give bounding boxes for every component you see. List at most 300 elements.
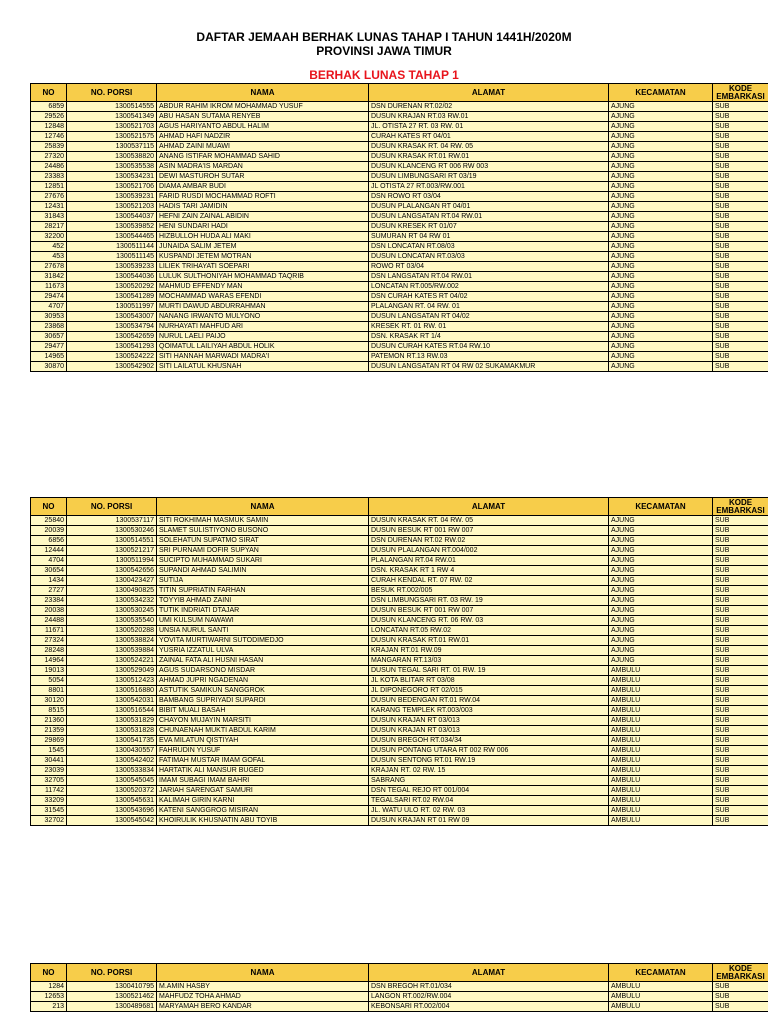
cell-kecamatan: AJUNG xyxy=(609,302,713,312)
cell-no-porsi: 1300544037 xyxy=(67,212,157,222)
cell-nama: HADIS TARI JAMIDIN xyxy=(157,202,369,212)
cell-nama: YUSRIA IZZATUL ULVA xyxy=(157,646,369,656)
table-row xyxy=(31,992,768,1002)
cell-no-porsi: 1300530246 xyxy=(67,526,157,536)
cell-kecamatan: AJUNG xyxy=(609,212,713,222)
cell-no-porsi: 1300542659 xyxy=(67,332,157,342)
cell-kode-embarkasi: SUB xyxy=(713,586,768,596)
cell-kode-embarkasi: SUB xyxy=(713,152,768,162)
cell-no: 14964 xyxy=(31,656,67,666)
cell-kecamatan: AJUNG xyxy=(609,142,713,152)
cell-kecamatan: AJUNG xyxy=(609,332,713,342)
header-col-no-porsi: NO. PORSI xyxy=(67,964,157,982)
table-row xyxy=(31,796,768,806)
table-row xyxy=(31,636,768,646)
cell-no-porsi: 1300537117 xyxy=(67,516,157,526)
cell-alamat: DUSUN KRAJAN RT 01 RW 09 xyxy=(369,816,609,826)
cell-nama: DEWI MASTUROH SUTAR xyxy=(157,172,369,182)
cell-nama: MAHMUD EFFENDY MAN xyxy=(157,282,369,292)
cell-no-porsi: 1300535540 xyxy=(67,616,157,626)
cell-nama: AGUS SUDARSONO MISDAR xyxy=(157,666,369,676)
jemaah-table xyxy=(30,83,768,372)
cell-kecamatan: AJUNG xyxy=(609,242,713,252)
header-col-nama: NAMA xyxy=(157,84,369,102)
cell-no: 23384 xyxy=(31,596,67,606)
cell-alamat: DUSUN LONCATAN RT.03/03 xyxy=(369,252,609,262)
cell-kecamatan: AJUNG xyxy=(609,516,713,526)
cell-no: 452 xyxy=(31,242,67,252)
table-row xyxy=(31,696,768,706)
cell-kecamatan: AJUNG xyxy=(609,312,713,322)
cell-no: 11671 xyxy=(31,626,67,636)
cell-no-porsi: 1300543696 xyxy=(67,806,157,816)
cell-kecamatan: AMBULU xyxy=(609,796,713,806)
cell-nama: DIAMA AMBAR BUDI xyxy=(157,182,369,192)
cell-kecamatan: AJUNG xyxy=(609,646,713,656)
cell-kecamatan: AMBULU xyxy=(609,716,713,726)
cell-nama: NURUL LAELI PAIJO xyxy=(157,332,369,342)
header-col-kode-embarkasi: KODE EMBARKASI xyxy=(713,964,768,982)
cell-no: 29869 xyxy=(31,736,67,746)
cell-no-porsi: 1300535538 xyxy=(67,162,157,172)
cell-alamat: DUSUN PONTANG UTARA RT 002 RW 006 xyxy=(369,746,609,756)
cell-no: 24486 xyxy=(31,162,67,172)
cell-nama: CHUNAENAH MUKTI ABDUL KARIM xyxy=(157,726,369,736)
cell-no-porsi: 1300530245 xyxy=(67,606,157,616)
cell-no-porsi: 1300511144 xyxy=(67,242,157,252)
table-row xyxy=(31,786,768,796)
cell-nama: KALIMAH GIRIN KARNI xyxy=(157,796,369,806)
cell-nama: SITI ROKHIMAH MASMUK SAMIN xyxy=(157,516,369,526)
cell-alamat: KRAJAN RT. 02 RW. 15 xyxy=(369,766,609,776)
cell-no-porsi: 1300520288 xyxy=(67,626,157,636)
cell-no: 23383 xyxy=(31,172,67,182)
cell-kecamatan: AJUNG xyxy=(609,586,713,596)
cell-no-porsi: 1300541349 xyxy=(67,112,157,122)
cell-kecamatan: AMBULU xyxy=(609,676,713,686)
cell-alamat: DUSUN BESUK RT 001 RW 007 xyxy=(369,606,609,616)
table-row xyxy=(31,172,768,182)
table-row xyxy=(31,112,768,122)
cell-no-porsi: 1300538824 xyxy=(67,636,157,646)
cell-alamat: DUSUN KRASAK RT.01 RW.01 xyxy=(369,636,609,646)
cell-no-porsi: 1300511145 xyxy=(67,252,157,262)
cell-kode-embarkasi: SUB xyxy=(713,676,768,686)
cell-kode-embarkasi: SUB xyxy=(713,756,768,766)
cell-kecamatan: AJUNG xyxy=(609,656,713,666)
cell-no: 1284 xyxy=(31,982,67,992)
cell-no-porsi: 1300534232 xyxy=(67,596,157,606)
cell-no: 453 xyxy=(31,252,67,262)
cell-nama: ANANG ISTIFAR MOHAMMAD SAHID xyxy=(157,152,369,162)
cell-alamat: KARANG TEMPLEK RT.003/003 xyxy=(369,706,609,716)
cell-no-porsi: 1300512423 xyxy=(67,676,157,686)
table-row xyxy=(31,706,768,716)
cell-kode-embarkasi: SUB xyxy=(713,516,768,526)
table-header-row xyxy=(31,964,768,982)
cell-nama: HIZBULLOH HUDA ALI MAKI xyxy=(157,232,369,242)
cell-kecamatan: AJUNG xyxy=(609,556,713,566)
cell-alamat: LONCATAN RT.05 RW.02 xyxy=(369,626,609,636)
table-row xyxy=(31,122,768,132)
cell-kode-embarkasi: SUB xyxy=(713,566,768,576)
cell-kecamatan: AJUNG xyxy=(609,322,713,332)
cell-kecamatan: AJUNG xyxy=(609,282,713,292)
cell-no-porsi: 1300514555 xyxy=(67,102,157,112)
cell-alamat: DSN LANGSATAN RT.04 RW.01 xyxy=(369,272,609,282)
cell-no-porsi: 1300521703 xyxy=(67,122,157,132)
cell-nama: SOLEHATUN SUPATMO SIRAT xyxy=(157,536,369,546)
cell-alamat: JL OTISTA 27 RT.003/RW.001 xyxy=(369,182,609,192)
header-col-no: NO xyxy=(31,498,67,516)
section-heading: BERHAK LUNAS TAHAP 1 xyxy=(309,68,459,82)
cell-nama: ASTUTIK SAMIKUN SANGGROK xyxy=(157,686,369,696)
cell-kode-embarkasi: SUB xyxy=(713,232,768,242)
cell-no: 12444 xyxy=(31,546,67,556)
cell-no: 20039 xyxy=(31,526,67,536)
cell-no-porsi: 1300521462 xyxy=(67,992,157,1002)
cell-kecamatan: AMBULU xyxy=(609,706,713,716)
cell-alamat: DUSUN KLANCENG RT. 06 RW. 03 xyxy=(369,616,609,626)
cell-kode-embarkasi: SUB xyxy=(713,352,768,362)
cell-nama: MURTI DAWUD ABDURRAHMAN xyxy=(157,302,369,312)
cell-no: 30120 xyxy=(31,696,67,706)
cell-nama: M.AMIN HASBY xyxy=(157,982,369,992)
cell-kecamatan: AMBULU xyxy=(609,666,713,676)
table-row xyxy=(31,262,768,272)
cell-kode-embarkasi: SUB xyxy=(713,696,768,706)
cell-kode-embarkasi: SUB xyxy=(713,282,768,292)
cell-alamat: JL. WATU ULO RT. 02 RW. 03 xyxy=(369,806,609,816)
cell-nama: UMI KULSUM NAWAWI xyxy=(157,616,369,626)
cell-alamat: DUSUN LANGSATAN RT 04 RW 02 SUKAMAKMUR xyxy=(369,362,609,372)
table-row xyxy=(31,756,768,766)
cell-no-porsi: 1300534231 xyxy=(67,172,157,182)
cell-nama: MOCHAMMAD WARAS EFENDI xyxy=(157,292,369,302)
cell-no: 19013 xyxy=(31,666,67,676)
cell-no-porsi: 1300542656 xyxy=(67,566,157,576)
cell-alamat: DUSUN KRASAK RT.01 RW.01 xyxy=(369,152,609,162)
cell-kecamatan: AJUNG xyxy=(609,272,713,282)
cell-nama: KUSPANDI JETEM MOTRAN xyxy=(157,252,369,262)
cell-kode-embarkasi: SUB xyxy=(713,242,768,252)
document-subtitle-province: PROVINSI JAWA TIMUR xyxy=(316,44,452,58)
cell-kode-embarkasi: SUB xyxy=(713,786,768,796)
table-row xyxy=(31,716,768,726)
table-header-row xyxy=(31,498,768,516)
table-row xyxy=(31,292,768,302)
cell-no-porsi: 1300541293 xyxy=(67,342,157,352)
cell-nama: FATIMAH MUSTAR IMAM GOFAL xyxy=(157,756,369,766)
cell-no-porsi: 1300490825 xyxy=(67,586,157,596)
table-row xyxy=(31,606,768,616)
cell-no: 30953 xyxy=(31,312,67,322)
cell-nama: CHAYON MUJAYIN MARSITI xyxy=(157,716,369,726)
cell-no: 14965 xyxy=(31,352,67,362)
cell-nama: SUTIJA xyxy=(157,576,369,586)
cell-nama: ABDUR RAHIM IKROM MOHAMMAD YUSUF xyxy=(157,102,369,112)
cell-kode-embarkasi: SUB xyxy=(713,666,768,676)
cell-no: 8801 xyxy=(31,686,67,696)
cell-kode-embarkasi: SUB xyxy=(713,536,768,546)
cell-no: 32705 xyxy=(31,776,67,786)
cell-alamat: TEGALSARI RT.02 RW.04 xyxy=(369,796,609,806)
cell-no: 29474 xyxy=(31,292,67,302)
cell-alamat: DSN LIMBUNGSARI RT. 03 RW. 19 xyxy=(369,596,609,606)
cell-alamat: CURAH KATES RT 04/01 xyxy=(369,132,609,142)
cell-kode-embarkasi: SUB xyxy=(713,162,768,172)
table-row xyxy=(31,536,768,546)
cell-kecamatan: AMBULU xyxy=(609,982,713,992)
cell-nama: AGUS HARIYANTO ABDUL HALIM xyxy=(157,122,369,132)
cell-no-porsi: 1300516544 xyxy=(67,706,157,716)
cell-nama: BIBIT MUALI BASAH xyxy=(157,706,369,716)
cell-kode-embarkasi: SUB xyxy=(713,746,768,756)
cell-no: 11742 xyxy=(31,786,67,796)
cell-kecamatan: AJUNG xyxy=(609,262,713,272)
cell-kode-embarkasi: SUB xyxy=(713,546,768,556)
cell-kode-embarkasi: SUB xyxy=(713,992,768,1002)
cell-alamat: DSN LONCATAN RT.08/03 xyxy=(369,242,609,252)
cell-nama: KHOIRULIK KHUSNATIN ABU TOYIB xyxy=(157,816,369,826)
cell-kecamatan: AJUNG xyxy=(609,102,713,112)
cell-no-porsi: 1300541289 xyxy=(67,292,157,302)
cell-nama: HENI SUNDARI HADI xyxy=(157,222,369,232)
cell-no-porsi: 1300516880 xyxy=(67,686,157,696)
table-row xyxy=(31,982,768,992)
cell-kecamatan: AJUNG xyxy=(609,342,713,352)
cell-no: 24488 xyxy=(31,616,67,626)
cell-alamat: DUSUN BEDENGAN RT.01 RW.04 xyxy=(369,696,609,706)
cell-kecamatan: AMBULU xyxy=(609,1002,713,1012)
cell-no: 29477 xyxy=(31,342,67,352)
cell-kecamatan: AJUNG xyxy=(609,636,713,646)
cell-kecamatan: AJUNG xyxy=(609,596,713,606)
table-row xyxy=(31,342,768,352)
cell-no: 21359 xyxy=(31,726,67,736)
cell-no: 31545 xyxy=(31,806,67,816)
cell-nama: AHMAD HAFI NADZIR xyxy=(157,132,369,142)
cell-nama: HARTATIK ALI MANSUR BUGED xyxy=(157,766,369,776)
cell-no: 5054 xyxy=(31,676,67,686)
table-row xyxy=(31,362,768,372)
cell-no-porsi: 1300524221 xyxy=(67,656,157,666)
header-col-nama: NAMA xyxy=(157,498,369,516)
cell-kecamatan: AJUNG xyxy=(609,352,713,362)
cell-alamat: DUSUN KRAJAN RT 03/013 xyxy=(369,716,609,726)
cell-alamat: DUSUN LIMBUNGSARI RT 03/19 xyxy=(369,172,609,182)
cell-no: 25839 xyxy=(31,142,67,152)
cell-kode-embarkasi: SUB xyxy=(713,636,768,646)
cell-no: 21360 xyxy=(31,716,67,726)
cell-kode-embarkasi: SUB xyxy=(713,142,768,152)
table-row xyxy=(31,242,768,252)
cell-kode-embarkasi: SUB xyxy=(713,272,768,282)
cell-kecamatan: AMBULU xyxy=(609,776,713,786)
table-row xyxy=(31,526,768,536)
cell-alamat: DUSUN CURAH KATES RT.04 RW.10 xyxy=(369,342,609,352)
cell-no-porsi: 1300531828 xyxy=(67,726,157,736)
cell-kode-embarkasi: SUB xyxy=(713,686,768,696)
cell-nama: TOYYIB AHMAD ZAINI xyxy=(157,596,369,606)
header-col-alamat: ALAMAT xyxy=(369,498,609,516)
cell-alamat: DSN ROWO RT 03/04 xyxy=(369,192,609,202)
cell-kode-embarkasi: SUB xyxy=(713,292,768,302)
cell-nama: SUPANDI AHMAD SALIMIN xyxy=(157,566,369,576)
cell-nama: NANANG IRWANTO MULYONO xyxy=(157,312,369,322)
header-col-alamat: ALAMAT xyxy=(369,84,609,102)
cell-alamat: DUSUN BREGOH RT.034/34 xyxy=(369,736,609,746)
cell-alamat: SUMURAN RT 04 RW 01 xyxy=(369,232,609,242)
cell-no-porsi: 1300538820 xyxy=(67,152,157,162)
cell-nama: ABU HASAN SUTAMA RENYEB xyxy=(157,112,369,122)
cell-no: 31843 xyxy=(31,212,67,222)
table-row xyxy=(31,516,768,526)
cell-kode-embarkasi: SUB xyxy=(713,796,768,806)
cell-nama: SUCIPTO MUHAMMAD SUKARI xyxy=(157,556,369,566)
table-row xyxy=(31,656,768,666)
cell-no: 27676 xyxy=(31,192,67,202)
cell-no: 12848 xyxy=(31,122,67,132)
cell-no: 31842 xyxy=(31,272,67,282)
cell-nama: SRI PURNAMI DOFIR SUPYAN xyxy=(157,546,369,556)
cell-no: 12431 xyxy=(31,202,67,212)
table-row xyxy=(31,132,768,142)
cell-nama: SITI LAILATUL KHUSNAH xyxy=(157,362,369,372)
table-row xyxy=(31,252,768,262)
cell-alamat: PATEMON RT.13 RW.03 xyxy=(369,352,609,362)
cell-no: 213 xyxy=(31,1002,67,1012)
table-row xyxy=(31,676,768,686)
table-row xyxy=(31,626,768,636)
cell-kode-embarkasi: SUB xyxy=(713,202,768,212)
cell-no-porsi: 1300539852 xyxy=(67,222,157,232)
cell-kode-embarkasi: SUB xyxy=(713,596,768,606)
cell-no: 30654 xyxy=(31,566,67,576)
cell-kode-embarkasi: SUB xyxy=(713,576,768,586)
cell-kecamatan: AJUNG xyxy=(609,132,713,142)
cell-kode-embarkasi: SUB xyxy=(713,776,768,786)
cell-nama: LILIEK TRIHAYATI SOEPARI xyxy=(157,262,369,272)
cell-alamat: DUSUN PLALANGAN RT 04/01 xyxy=(369,202,609,212)
cell-nama: JARIAH SARENGAT SAMURI xyxy=(157,786,369,796)
header-col-kode-embarkasi: KODE EMBARKASI xyxy=(713,498,768,516)
cell-alamat: DUSUN KRAJAN RT 03/013 xyxy=(369,726,609,736)
cell-kecamatan: AJUNG xyxy=(609,152,713,162)
cell-kode-embarkasi: SUB xyxy=(713,806,768,816)
table-row xyxy=(31,816,768,826)
cell-alamat: DUSUN BESUK RT 001 RW 007 xyxy=(369,526,609,536)
cell-no: 4707 xyxy=(31,302,67,312)
cell-no: 30870 xyxy=(31,362,67,372)
cell-kode-embarkasi: SUB xyxy=(713,766,768,776)
cell-alamat: CURAH KENDAL RT. 07 RW. 02 xyxy=(369,576,609,586)
table-row xyxy=(31,736,768,746)
header-col-nama: NAMA xyxy=(157,964,369,982)
cell-nama: QOIMATUL LAILIYAH ABDUL HOLIK xyxy=(157,342,369,352)
cell-no-porsi: 1300539233 xyxy=(67,262,157,272)
cell-kode-embarkasi: SUB xyxy=(713,182,768,192)
cell-no: 12851 xyxy=(31,182,67,192)
cell-alamat: DUSUN KRAJAN RT.03 RW.01 xyxy=(369,112,609,122)
table-row xyxy=(31,596,768,606)
table-row xyxy=(31,192,768,202)
cell-no: 30441 xyxy=(31,756,67,766)
cell-kode-embarkasi: SUB xyxy=(713,616,768,626)
cell-nama: KATENI SANGGROG MISIRAN xyxy=(157,806,369,816)
cell-kode-embarkasi: SUB xyxy=(713,252,768,262)
header-col-no-porsi: NO. PORSI xyxy=(67,498,157,516)
cell-no: 30657 xyxy=(31,332,67,342)
table-row xyxy=(31,152,768,162)
cell-kode-embarkasi: SUB xyxy=(713,1002,768,1012)
cell-kode-embarkasi: SUB xyxy=(713,656,768,666)
cell-kecamatan: AJUNG xyxy=(609,182,713,192)
cell-no-porsi: 1300545042 xyxy=(67,816,157,826)
cell-alamat: DUSUN KRESEK RT 01/07 xyxy=(369,222,609,232)
cell-no-porsi: 1300545631 xyxy=(67,796,157,806)
cell-kode-embarkasi: SUB xyxy=(713,102,768,112)
cell-no: 1434 xyxy=(31,576,67,586)
cell-no: 2727 xyxy=(31,586,67,596)
cell-no: 20038 xyxy=(31,606,67,616)
cell-kode-embarkasi: SUB xyxy=(713,322,768,332)
cell-alamat: DSN. KRASAK RT 1/4 xyxy=(369,332,609,342)
cell-alamat: LANGON RT.002/RW.004 xyxy=(369,992,609,1002)
table-row xyxy=(31,586,768,596)
cell-no-porsi: 1300521706 xyxy=(67,182,157,192)
cell-alamat: DSN CURAH KATES RT 04/02 xyxy=(369,292,609,302)
cell-no: 27678 xyxy=(31,262,67,272)
table-row xyxy=(31,546,768,556)
header-col-no: NO xyxy=(31,84,67,102)
cell-no: 11673 xyxy=(31,282,67,292)
cell-no: 27320 xyxy=(31,152,67,162)
cell-nama: TITIN SUPRIATIN FARHAN xyxy=(157,586,369,596)
cell-no: 4704 xyxy=(31,556,67,566)
cell-nama: TUTIK INDRIATI DTAJAR xyxy=(157,606,369,616)
table-row xyxy=(31,352,768,362)
cell-no-porsi: 1300542031 xyxy=(67,696,157,706)
table-row xyxy=(31,282,768,292)
cell-kecamatan: AJUNG xyxy=(609,576,713,586)
cell-no: 32200 xyxy=(31,232,67,242)
table-row xyxy=(31,272,768,282)
cell-no-porsi: 1300544036 xyxy=(67,272,157,282)
cell-no-porsi: 1300537115 xyxy=(67,142,157,152)
table-row xyxy=(31,686,768,696)
table-row xyxy=(31,666,768,676)
cell-nama: LULUK SULTHONIYAH MOHAMMAD TAQRIB xyxy=(157,272,369,282)
table-row xyxy=(31,302,768,312)
cell-kode-embarkasi: SUB xyxy=(713,112,768,122)
cell-kecamatan: AMBULU xyxy=(609,786,713,796)
cell-nama: ASIN MADRA'IS MARDAN xyxy=(157,162,369,172)
header-col-kecamatan: KECAMATAN xyxy=(609,84,713,102)
cell-kecamatan: AMBULU xyxy=(609,992,713,1002)
header-col-kode-embarkasi: KODE EMBARKASI xyxy=(713,84,768,102)
cell-no-porsi: 1300533834 xyxy=(67,766,157,776)
cell-nama: MAHFUDZ TOHA AHMAD xyxy=(157,992,369,1002)
table-row xyxy=(31,142,768,152)
header-col-kecamatan: KECAMATAN xyxy=(609,964,713,982)
cell-no-porsi: 1300521217 xyxy=(67,546,157,556)
cell-kecamatan: AMBULU xyxy=(609,806,713,816)
cell-no: 12746 xyxy=(31,132,67,142)
cell-nama: BAMBANG SUPRIYADI SUPARDI xyxy=(157,696,369,706)
cell-alamat: DSN. KRASAK RT 1 RW 4 xyxy=(369,566,609,576)
cell-kode-embarkasi: SUB xyxy=(713,122,768,132)
